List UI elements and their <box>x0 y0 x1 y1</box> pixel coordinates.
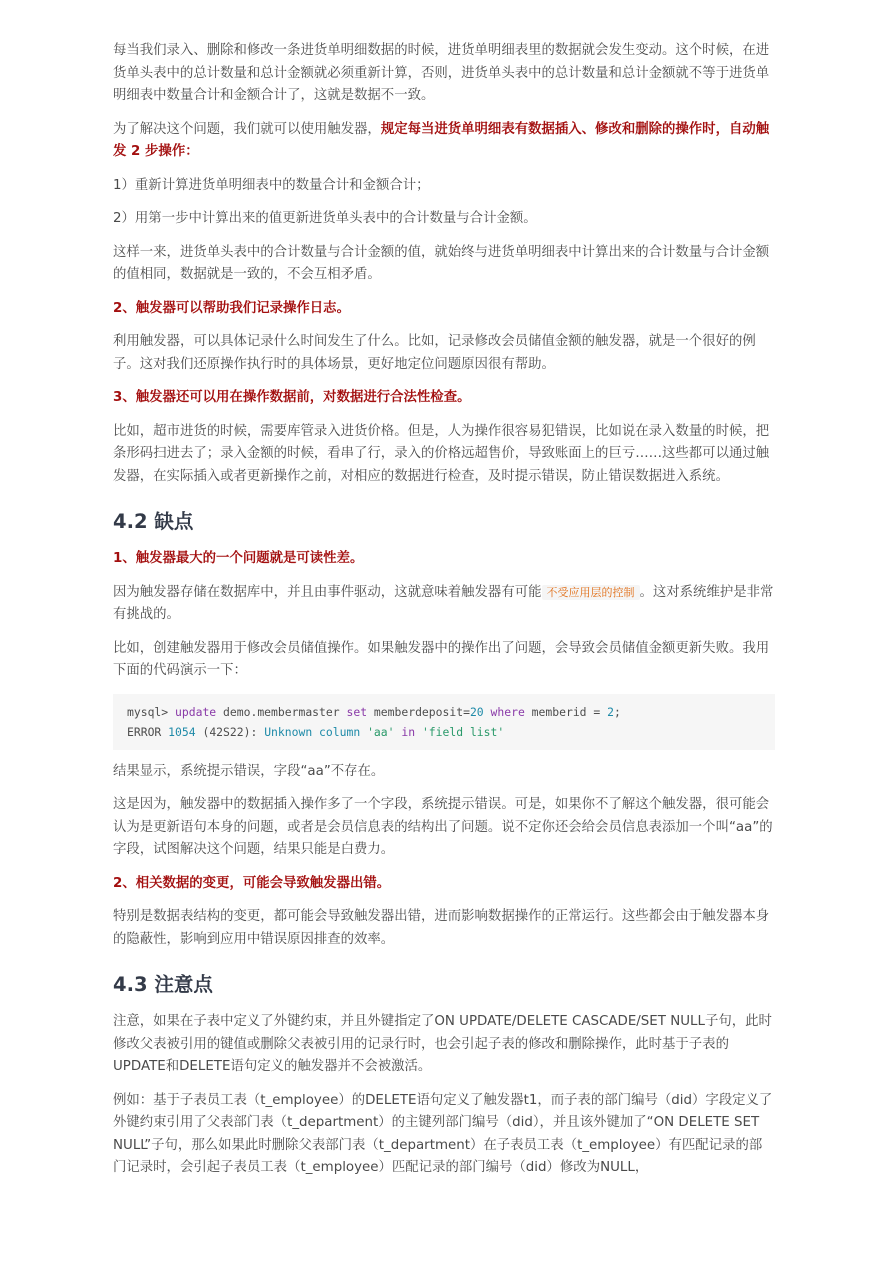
paragraph: 这是因为，触发器中的数据插入操作多了一个字段，系统提示错误。可是，如果你不了解这个触发器，很可能会认为是更新语句本身的问题，或者是会员信息表的结构出了问题。说不定你还会给会员信息表添加一个叫“aa”的字段，试图解决这个问题，结果只能是白费力。 <box>113 797 773 857</box>
code-keyword: where <box>490 704 525 719</box>
code-text: ( <box>195 724 210 739</box>
section-heading-4-3: 4.3 注意点 <box>113 973 213 996</box>
code-keyword: update <box>175 704 217 719</box>
paragraph-text: 。这对系统维护是非常有挑战的。 <box>113 584 774 622</box>
code-keyword: in <box>401 724 416 739</box>
advantage-heading: 3、触发器还可以用在操作数据前，对数据进行合法性检查。 <box>113 390 471 405</box>
paragraph: 结果显示，系统提示错误，字段“aa”不存在。 <box>113 763 385 779</box>
advantage-heading: 2、触发器可以帮助我们记录操作日志。 <box>113 300 350 316</box>
paragraph: 比如，超市进货的时候，需要库管录入进货价格。但是，人为操作很容易犯错误，比如说在录入数量的时候，把条形码扫进去了；录入金额的时候，看串了行，录入的价格远超售价，导致账面上的巨亏……这些都可以通过触发器，在实际插入或者更新操作之前，对相应的数据进行检查，及时提示错误，防止错误数据进入系统。 <box>113 423 770 484</box>
code-keyword: Unknown column <box>264 724 361 739</box>
paragraph: 每当我们录入、删除和修改一条进货单明细数据的时候，进货单明细表里的数据就会发生变动。这个时候，在进货单头表中的总计数量和总计金额就必须重新计算，否则，进货单头表中的总计数量和总计金额就不等于进货单明细表中数量合计和金额合计了，这就是数据不一致。 <box>113 43 770 103</box>
code-prompt: mysql> <box>127 704 176 719</box>
paragraph-text: 为了解决这个问题，我们就可以使用触发器， <box>113 121 381 137</box>
code-text <box>484 705 491 719</box>
disadvantage-heading: 2、相关数据的变更，可能会导致触发器出错。 <box>113 875 391 891</box>
code-text <box>415 725 422 739</box>
code-text: ; <box>613 704 621 719</box>
paragraph <box>113 119 775 164</box>
disadvantage-heading: 1、触发器最大的一个问题就是可读性差。 <box>113 551 364 566</box>
paragraph: 特别是数据表结构的变更，都可能会导致触发器出错，进而影响数据操作的正常运行。这些都会由于触发器本身的隐蔽性，影响到应用中错误原因排查的效率。 <box>113 909 770 947</box>
list-item: 1）重新计算进货单明细表中的数量合计和金额合计； <box>113 177 430 193</box>
emphasis-text: 规定每当进货单明细表有数据插入、修改和删除的操作时，自动触发 2 步操作： <box>113 121 770 159</box>
code-text: memberdeposit= <box>367 704 470 719</box>
paragraph-text: 因为触发器存储在数据库中，并且由事件驱动，这就意味着触发器有可能 <box>113 584 542 600</box>
code-keyword: set <box>346 704 368 719</box>
paragraph: 注意，如果在子表中定义了外键约束，并且外键指定了ON UPDATE/DELETE CASCADE/SET NULL子句，此时修改父表被引用的键值或删除父表被引用的记录行时，也会引起子表的修改和删除操作，此时基于子表的UPDATE和DELETE语句定义的触发器并不会被激活。 <box>113 1014 772 1074</box>
paragraph: 例如：基于子表员工表（t_employee）的DELETE语句定义了触发器t1，而子表的部门编号（did）字段定义了外键约束引用了父表部门表（t_department）的主键列部门编号（did），并且该外键加了“ON DELETE SET NULL”子句，那么如果此时删除父表部门表（t_department）在子表员工表（t_employee）有匹配记录的部门记录时，会引起子表员工表（t_employee）匹配记录的部门编号（did）修改为NULL， <box>113 1092 773 1175</box>
section-heading-4-2: 4.2 缺点 <box>113 510 194 533</box>
code-block <box>113 694 775 750</box>
code-number: 2 <box>607 704 614 719</box>
code-string: 'aa' <box>367 724 395 739</box>
code-text: ): <box>243 724 265 739</box>
code-text: 42S22 <box>209 724 244 739</box>
article-body <box>113 40 775 1191</box>
code-number: 1054 <box>168 724 196 739</box>
paragraph: 这样一来，进货单头表中的合计数量与合计金额的值，就始终与进货单明细表中计算出来的合计数量与合计金额的值相同，数据就是一致的，不会互相矛盾。 <box>113 244 770 282</box>
code-string: 'field list' <box>421 724 505 739</box>
code-text: ERROR <box>127 724 169 739</box>
inline-code: 不受应用层的控制 <box>542 585 640 600</box>
list-item: 2）用第一步中计算出来的值更新进货单头表中的合计数量与合计金额。 <box>113 211 537 226</box>
paragraph: 利用触发器，可以具体记录什么时间发生了什么。比如，记录修改会员储值金额的触发器，就是一个很好的例子。这对我们还原操作执行时的具体场景，更好地定位问题原因很有帮助。 <box>113 334 756 372</box>
paragraph <box>113 582 775 627</box>
code-number: 20 <box>469 704 484 719</box>
code-text: demo.membermaster <box>216 704 347 719</box>
paragraph: 比如，创建触发器用于修改会员储值操作。如果触发器中的操作出了问题，会导致会员储值金额更新失败。我用下面的代码演示一下： <box>113 640 770 678</box>
code-text: memberid = <box>524 704 608 719</box>
